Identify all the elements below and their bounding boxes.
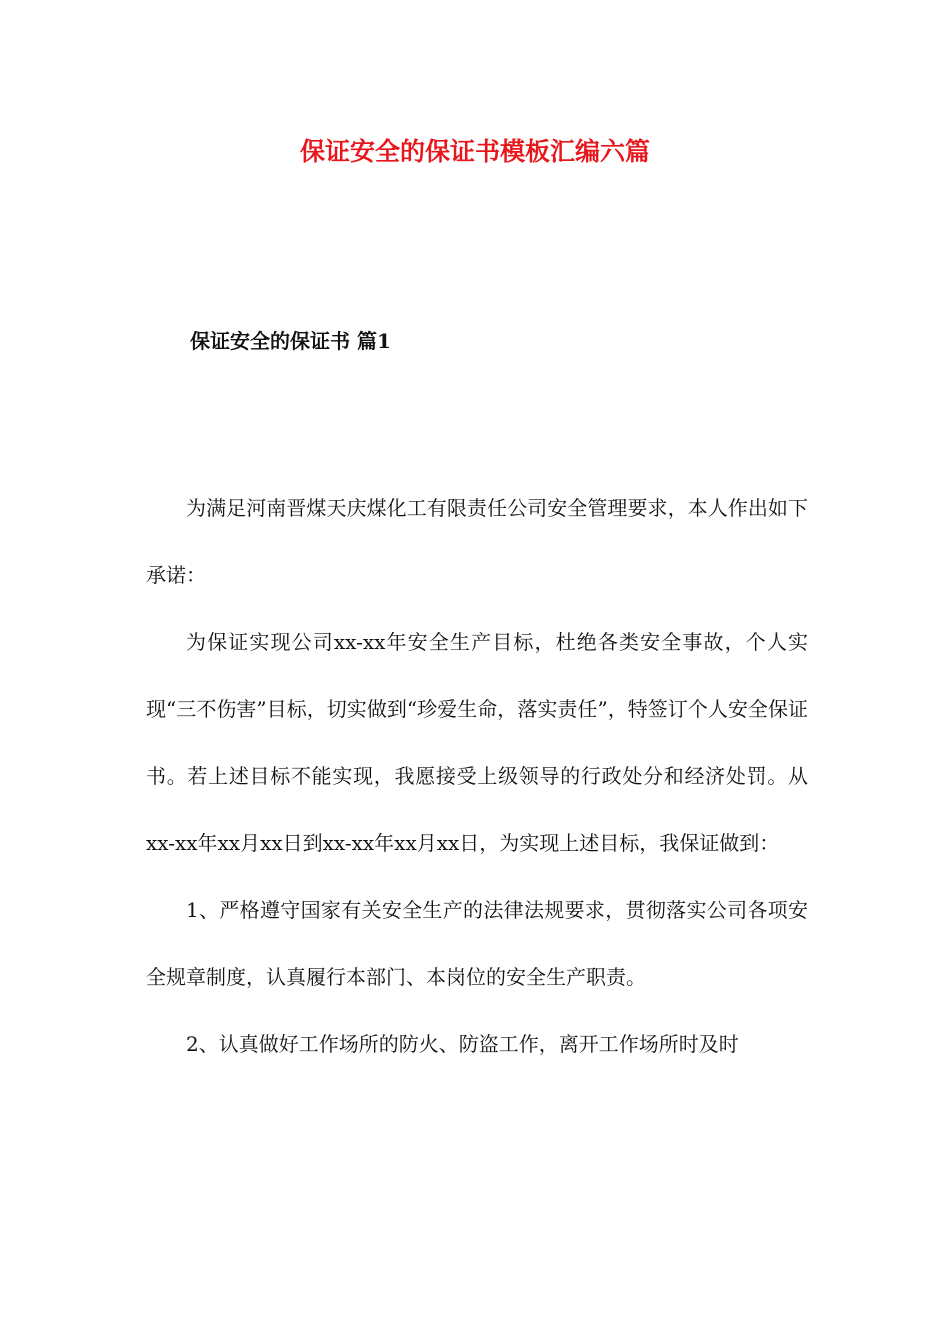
document-body [146,475,808,1078]
section-heading: 保证安全的保证书 篇1 [190,329,391,353]
paragraph-item-2: 2、认真做好工作场所的防火、防盗工作，离开工作场所时及时 [186,1032,739,1056]
paragraph-item-1: 1、严格遵守国家有关安全生产的法律法规要求，贯彻落实公司各项安全规章制度，认真履行本部门、本岗位的安全生产职责。 [146,898,808,989]
paragraph-intro: 为满足河南晋煤天庆煤化工有限责任公司安全管理要求，本人作出如下承诺： [146,496,808,587]
paragraph-commitment: 为保证实现公司xx-xx年安全生产目标，杜绝各类安全事故，个人实现“三不伤害”目标，切实做到“珍爱生命，落实责任”，特签订个人安全保证书。若上述目标不能实现，我愿接受上级领导的行政处分和经济处罚。从xx-xx年xx月xx日到xx-xx年xx月xx日，为实现上述目标，我保证做到： [146,630,808,855]
document-title: 保证安全的保证书模板汇编六篇 [299,137,650,166]
